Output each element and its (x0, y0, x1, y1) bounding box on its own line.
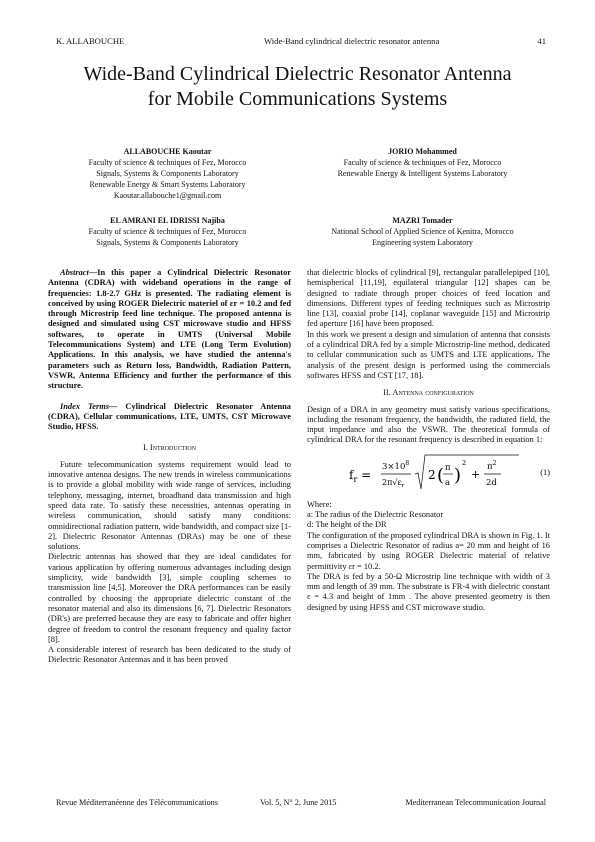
svg-text:3×108: $3\times 10^8$ (382, 459, 410, 472)
author-name: MAZRI Tomader (392, 216, 453, 225)
where-label: Where: (307, 499, 332, 509)
paragraph: A considerable interest of research has been dedicated to the study of Dielectric Resonator Antennas and it has been proved (48, 645, 291, 665)
running-header (56, 36, 546, 48)
svg-text:): ) (454, 464, 462, 486)
svg-text:2π√εr: $2\pi√\varepsilon_r$ (382, 477, 405, 489)
header-page-number: 41 (537, 36, 546, 46)
author-email: Kaoutar.allabouche1@gmail.com (113, 191, 222, 200)
footer-journal-fr: Revue Méditerranéenne des Télécommunications (56, 798, 218, 807)
author-block-3 (50, 215, 285, 248)
svg-text:fr =: $f_r$ = (349, 467, 372, 484)
equation-number: (1) (540, 467, 550, 477)
abstract (48, 268, 291, 392)
paragraph: Design of a DRA in any geometry must satisfy various specifications, including the resonant frequency, the bandwidth, the radiated field, the input impedance and also the VSWR. The theoretical formula of cylindrical DRA for the resonant frequency is described in equation 1: (307, 404, 550, 445)
abstract-text: In this paper a Cylindrical Dielectric Resonator Antenna (CDRA) with wideband operations in the range of frequencies: 1.8-2.7 GHz is presented. The radiating element is conceived by using ROGER Dielectric materiel of εr = 10.2 and fed through Microstrip feed line technique. The proposed antenna is designed and simulated using CST microwave studio and HFSS softwares, to operate in UMTS (Universal Mobile Telecommunications System) and LTE (Long Term Evolution) Applications. In this analysis, we have studied the antenna's parameters such as Return loss, Bandwidth, Radiation Pattern, VSWR, Antenna Efficiency and further the performance of this structure. (48, 268, 291, 391)
where-a: a: The radius of the Dielectric Resonator (307, 510, 444, 520)
footer-journal-en: Mediterranean Telecommunication Journal (405, 798, 546, 807)
author-affiliation: Faculty of science & techniques of Fez, Morocco (88, 227, 247, 236)
paragraph: The configuration of the proposed cylindrical DRA is shown in Fig. 1. It comprises a Dielectric Resonator of radius a= 20 mm and height of 16 mm, fabricated by using ROGER Dielectric material of relative permittivity εr = 10.2. (307, 530, 550, 571)
where-d: d: The height of the DR (307, 520, 387, 530)
paragraph: Dielectric antennas has showed that they are ideal candidates for various application by offering numerous advantages including design simplicity, wide bandwidth [3], simple coupling schemes to transmission line [4,5]. Moreover the DRA performances can be easily controlled by choosing the appropriate dielectric constant of the resonator material and also its dimensions [6, 7]. Dielectric Resonators (DR's) are preferred because they are easy to fabricate and offer higher degree of freedom to control the resonant frequency and quality factor [8]. (48, 552, 291, 644)
svg-text:(: ( (437, 464, 445, 486)
abstract-label: Abstract— (60, 268, 98, 277)
author-block-2 (300, 146, 545, 179)
section-heading-antenna-configuration: II. Antenna configuration (383, 388, 474, 398)
svg-text:2d: 2d (486, 477, 497, 488)
author-name: JORIO Mohammed (388, 147, 457, 156)
paragraph: The DRA is fed by a 50-Ω Microstrip line technique with width of 3 mm and length of 39 mm. The substrate is FR-4 with dielectric constant ε = 4.3 and height of 1mm . The above presented geometry is then designed by using HFSS and CST microwave studio. (307, 571, 550, 612)
author-affiliation: Faculty of science & techniques of Fez, Morocco (88, 158, 247, 167)
author-affiliation: Renewable Energy & Smart Systems Laboratory (89, 180, 246, 189)
paper-title (20, 62, 575, 112)
author-affiliation: Signals, Systems & Components Laboratory (96, 238, 239, 247)
author-affiliation: Faculty of science & techniques of Fez, Morocco (343, 158, 502, 167)
author-affiliation: Signals, Systems & Components Laboratory (96, 169, 239, 178)
author-affiliation: Engineering system Laboratory (372, 238, 473, 247)
index-terms (48, 402, 291, 433)
svg-text:π: π (445, 462, 451, 473)
header-running-title: Wide-Band cylindrical dielectric resonator antenna (264, 36, 440, 46)
author-name: EL AMRANI EL IDRISSI Najiba (110, 216, 225, 225)
index-terms-text: Cylindrical Dielectric Resonator Antenna (CDRA), Cellular communications, LTE, UMTS, CST Microwave Studio, HFSS. (48, 401, 291, 432)
title-line-2: for Mobile Communications Systems (147, 88, 448, 110)
author-affiliation: Renewable Energy & Intelligent Systems Laboratory (337, 169, 508, 178)
right-column (307, 268, 550, 613)
footer-volume: Vol. 5, N° 2, June 2015 (260, 798, 337, 807)
index-terms-label: Index Terms— (60, 401, 118, 411)
author-block-1 (50, 146, 285, 201)
left-column (48, 268, 291, 666)
paragraph: In this work we present a design and simulation of antenna that consists of a cylindrical DRA fed by a simple Microstrip-line method, dedicated to cellular communication such as UMTS and LTE applications. The analysis of the present design is performed using the commercials softwares HFSS and CST [17, 18]. (307, 329, 550, 380)
author-affiliation: National School of Applied Science of Kenitra, Morocco (331, 227, 514, 236)
svg-text:π2: $\pi^2$ (487, 459, 497, 472)
section-heading-introduction: I. Introduction (142, 443, 197, 453)
header-author: K. ALLABOUCHE (56, 36, 125, 46)
svg-text:2: 2 (462, 458, 467, 467)
svg-text:a: a (445, 477, 451, 488)
author-block-4 (300, 215, 545, 248)
page-footer (56, 798, 546, 810)
author-name: ALLABOUCHE Kaoutar (123, 147, 212, 156)
equation-graphic (349, 452, 549, 496)
paragraph: that dielectric blocks of cylindrical [9], rectangular parallelepiped [10], hemispherical [11,19], equilateral triangular [12] shapes can be designed to radiate through proper choices of feed location and dimensions. Different types of feeding techniques such as Microstrip line [13], coaxial probe [14], coplanar waveguide [15] and Microstrip fed aperture [16] have been proposed. (307, 268, 550, 329)
resonant-frequency-equation (307, 452, 550, 496)
paragraph: Future telecommunication systems requirement would lead to innovative antenna designs. The new trends in wireless communications is to provide a global mobility with wide range of services, including telephony, messaging, internet, broadband data transmission and high speed data rate. To satisfy these necessities, antennas operating in wireless communication, should satisfy many conditions: omnidirectional radiation pattern, wide bandwidth, and compact size [1-2]. Dielectric Resonator Antennas (DRAs) may be one of these solutions. (48, 459, 291, 552)
title-line-1: Wide-Band Cylindrical Dielectric Resonator Antenna (83, 63, 512, 85)
svg-text:2: 2 (428, 467, 436, 482)
svg-text:+: + (471, 467, 481, 481)
